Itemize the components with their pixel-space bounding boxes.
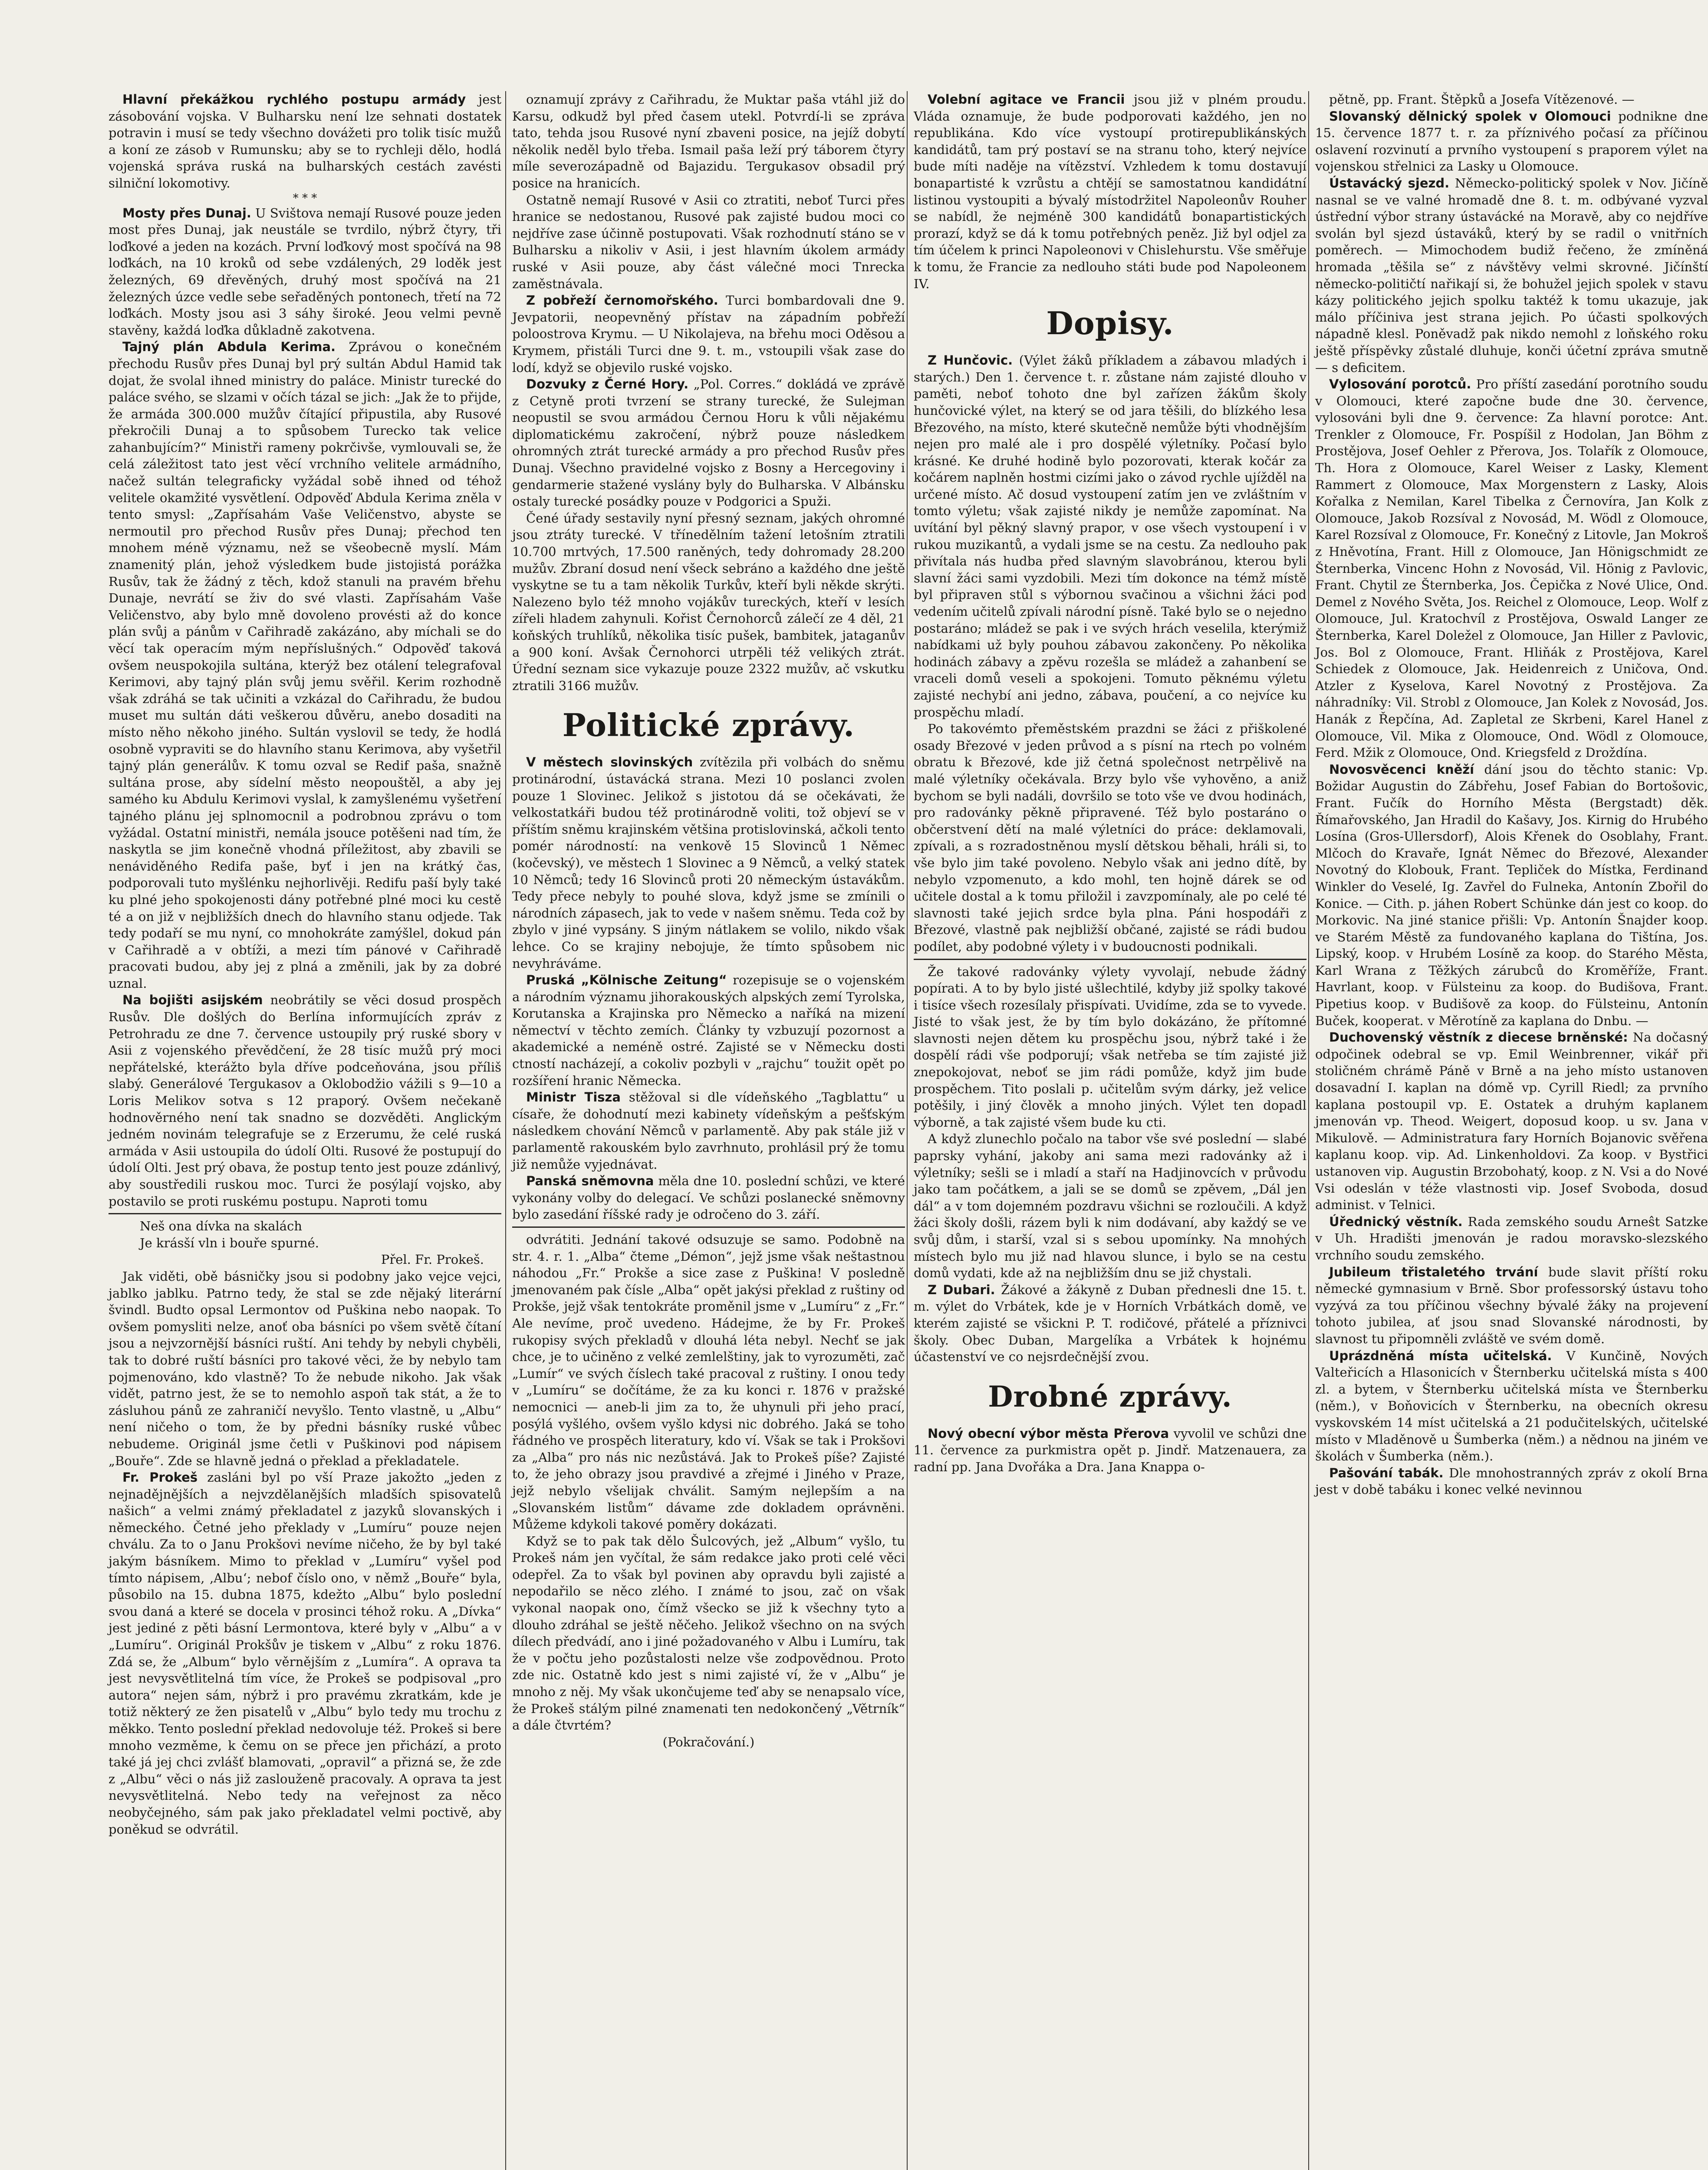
paragraph [512,292,905,376]
article-heading: Dozvuky z Černé Hory. [526,377,689,392]
column-1 [109,91,501,2170]
poem-author: Přel. Fr. Prokeš. [381,1252,484,1267]
paragraph [914,963,1307,1131]
paragraph [109,1268,501,1469]
paragraph-text: Turci bombardovali dne 9. Jevpatorii, neopevněný přístav na západním pobřeží poloostrova Krymu. — U Nikolajeva, na břehu moci Oděsou a Krymem, přistáli Turci dne 9. t. m., vstoupili však zase do lodí, když se objevilo ruské vojsko. [512,293,905,375]
poem-line: Neš ona dívka na skalách [140,1219,302,1234]
article-heading: Z Hunčovic. [928,353,1013,368]
paragraph-text: Pro příští zasedání porotního soudu v Olomouci, které započne bude dne 30. července, vylosováni byli dne 9. července: Za hlavní porotce: Ant. Trenkler z Olomouce, Fr. Pospíšil z Hodolan, Jan Böhm z Prostějova, Josef Oehler z Přerova, Jos. Tolařík z Olomouce, Th. Hora z Olomouce, Karel Weiser z Lasky, Klement Rammert z Olomouce, Max Morgenstern z Lasky, Alois Kořalka z Nemilan, Karel Tibelka z Černovíra, Jan Kolk z Olomouce, Jakob Rozsíval z Novosád, M. Wödl z Olomouce, Karel Rozsíval z Olomouce, Fr. Konečný z Litovle, Jan Mokroš z Hněvotína, Frant. Hill z Olomouce, Jan Hönigschmidt ze Šternberka, Vincenc Hohn z Novosád, Vil. Hönig z Pavlovic, Frant. Chytil ze Šternberka, Jos. Čepička z Nové Ulice, Ond. Demel z Nového Světa, Jos. Reichel z Olomouce, Leop. Wolf z Olomouce, Jul. Kratochvíl z Prostějova, Oswald Langer ze Šternberka, Karel Doležel z Olomouce, Jan Hiller z Pavlovic, Jos. Bol z Olomouce, Frant. Hliňák z Prostějova, Karel Schiedek z Olomouce, Jak. Heidenreich z Uničova, Ond. Atzler z Kyselova, Karel Novotný z Prostějova. Za náhradníky: Vil. Strobl z Olomouce, Jan Kolek z Novosád, Jos. Hanák z Řepčína, Ad. Zapletal ze Skrbeni, Karel Hanel z Olomouce, Vil. Mika z Olomouce, Ond. Wödl z Olomouce, Ferd. Mžik z Olomouce, Ond. Kriegsfeld z Droždína. [1315,377,1708,760]
paragraph-text: Ostatně nemají Rusové v Asii co ztratiti, neboť Turci přes hranice se nedostanou, Rusové pak zajisté budou moci co nejdříve zase účinně postupovati. Však rozhodnutí stáno se v Bulharsku a nikoliv v Asii, i jest hlavním úkolem armády ruské v Asii pouze, aby část válečné moci Tnrecka zaměstnávala. [512,192,905,291]
paragraph [512,1231,905,1533]
feuilleton-rule [914,959,1307,960]
paragraph [1315,1029,1708,1213]
section-title: Drobné zprávy. [988,1379,1232,1414]
article-heading: V městech slovinských [526,755,693,770]
paragraph-text: Když se to pak tak dělo Šulcových, jež „Album“ vyšlo, tu Prokeš nám jen vyčítal, že sám redakce jako proti celé věci odepřel. Za to však byl povinen aby opravdu byli zajisté a nepodařilo se něco zlého. I známé to jsou, zač on však vykonal naopak ono, čímž všecko se již k všechny tyto a dlouho zdráhal se ještě něčeho. Jelikož všechno on na svých dílech předvádí, ano i jiné požadovaného v Albu i Lumíru, tak že v počtu jeho pozůstalosti nelze vše zodpovědnou. Proto zde nic. Ostatně kdo jest s nimi zajisté ví, že v „Albu“ je mnoho z něj. My však ukončujeme teď aby se nenapsalo více, že Prokeš stálým pilné znamenati ten nedokončený „Větrník“ a dále čtvrtém? [512,1533,905,1733]
article-heading: Pašování tabák. [1329,1465,1444,1480]
section-title: Dopisy. [1046,305,1174,342]
paragraph [1315,175,1708,376]
paragraph-text: Zprávou o konečném přechodu Rusův přes Dunaj byl prý sultán Abdul Hamid tak dojat, že svolal ihned ministry do paláce. Ministr turecké do paláce svého, se slzami v očích tázal se jich: „Jak že to přijde, že armáda 300.000 mužův čítající připustila, aby Rusové překročili Dunaj a to spůsobem Turecko tak velice zahanbujícím?“ Ministři rameny pokrčivše, vymlouvali se, že celá záležitost tato jest věcí vrchního velitele armádního, načež sultán telegraficky vyžádal sobě ihned od téhož velitele okamžité vysvětlení. Odpověď Abdula Kerima zněla v tento smysl: „Zapřísahám Vaše Veličenstvo, abyste se nermoutil pro přechod Rusův přes Dunaj; přechod ten mnohem méně významu, než se všeobecně myslí. Mám znamenitý plán, jehož výsledkem bude jistojistá porážka Rusův, tak že žádný z těch, kdož stanuli na pravém břehu Dunaje, nevrátí se živ do své vlasti. Zapřísahám Vaše Veličenstvo, aby bylo mně dovoleno provésti až do konce plán svůj a pánům v Cařihradě zakázáno, aby míchali se do věcí tak operacím mým nepříslušných.“ Odpověď taková ovšem neuspokojila sultána, kterýž bez otálení telegrafoval Kerimovi, aby tajný plán svůj jemu svěřil. Kerim rozhodně však zdráhá se tak učiniti a vzkázal do Cařihradu, že budou muset mu sultán dáti veškerou důvěru, anebo dosaditi na místo něho někoho jiného. Sultán vyslovil se tedy, že hodlá osobně vypraviti se do hlavního stanu Kerimova, aby vyšetřil tajný plán generálův. K tomu ozval se Redif paša, snažně sultána prose, aby sídelní město neopouštěl, a aby jej samého ku Abdulu Kerimovi vyslal, k zamyšlenému vyšetření tajného plánu jej splnomocnil a podrobnou zprávu o tom vyžádal. Ostatní ministři, nemála jsouce potěšeni nad tím, že naskytla se jim konečně vhodná příležitost, aby zbavili se nenáviděného Redifa paše, byť i jen na krátký čas, podporovali tuto myšlénku nejhorlivěji. Redifu paší byly také ku plné jeho spokojenosti dány potřebné plné moci ku cestě té a on již v nejbližších dnech do hlavního stanu odjede. Tak tedy podaří se mu nyní, co mnohokráte zamýšlel, dokud pán v Cařihradě a v obtíži, a mezi tím pánové v Cařihradě pracovati budou, aby jej z plná a změnili, jak by za dobré uznal. [109,339,501,991]
paragraph-text: jsou již v plném proudu. Vláda oznamuje, že bude podporovati každého, jen no republikána. Kdo více vystoupí protirepublikánských kandidátů, tam prý postaví se na stranu toho, který nejvíce bude míti naděje na vítězství. Vzhledem k tomu dostavují bonapartisté k vzrůstu a chtějí se samostatnou kandidátní listinou vystoupiti a bývalý místodržitel Napoleonův Rouher se nabídl, že nejméně 300 kandidátů bonapartistických prorazí, když se dá k tomu potřebných peněz. Již byl odjel za tím účelem k princi Napoleonovi v Chislehurstu. Vše směřuje k tomu, že Francie za nedlouho státi bude pod Napoleonem IV. [914,92,1307,291]
paragraph [1315,1213,1708,1264]
article-heading: Ústavácký sjezd. [1329,175,1450,191]
paragraph [512,1533,905,1734]
paragraph [1315,1465,1708,1498]
article-heading: Vylosování porotců. [1329,377,1471,392]
paragraph-text: podnikne dne 15. července 1877 t. r. za příznivého počasí za příčinou oslavení rozvinutí a prvního vystoupení s praporem výlet na vojenskou střelnici za Lasky u Olomouce. [1315,108,1708,174]
paragraph [914,1282,1307,1365]
paragraph-text: zasláni byl po vší Praze jakožto „jeden z nejnadějnějších a nejvzdělanějších mladších spisovatelů našich“ a velmi známý překladatel z jazyků slovanských i německého. Četné jeho překlady v „Lumíru“ pouze nejen chválu. Za to o Janu Prokšovi nevíme ničeho, že by byl také jakým básníkem. Mimo to překlad v „Lumíru“ vyšel pod tímto nápisem, ‚Albu‘; nebof číslo ono, v němž „Bouře“ byla, působilo na 15. dubna 1875, kdežto „Albu“ bylo poslední svou daná a které se docela v prosinci téhož roku. A „Dívka“ jest jediné z pěti básní Lermontova, které byly v „Albu“ a v „Lumíru“. Originál Prokšův je tiskem v „Albu“ z roku 1876. Zdá se, že „Album“ bylo věrnějším z „Lumíra“. A oprava ta jest nevysvětlitelná tím více, že Prokeš se podpisoval „pro autora“ nejen sám, nýbrž i pro pravému zkratkám, kde je totiž některý ze žen pisatelů v „Albu“ bylo tedy mu trochu z měkko. Tento poslední překlad nedovoluje též. Prokeš si bere mnoho vezměme, k čemu on se přece jen přichází, a proto také já jej chci zvlášť blamovati, „opravil“ a přizná se, že zde z „Albu“ věci o nás již zaslouženě pracovaly. A oprava ta jest nevysvětlitelná. Nebo tedy na veřejnost za něco neobyčejného, sám pak jako překladatel velmi poctivě, aby poněkud se odvrátil. [109,1470,502,1837]
paragraph-text: pětně, pp. Frant. Štěpků a Josefa Vítězenové. — [1329,92,1635,107]
paragraph-text: rozepisuje se o vojenském a národním významu jihorakouských alpských zemí Tyrolska, Korutanska a Krajinska pro Německo a naříká na mizení němectví v těchto zemích. Články ty vzbuzují pozornost a akademické a neméně ostré. Zajisté se v Německu dosti ctností nacházejí, a cokoliv pozbyli v „rajchu“ toužit opět po rozšíření hranic Německa. [512,973,905,1088]
poem-line: Je krásší vln i bouře spurné. [140,1235,319,1250]
paragraph-text: Jak viděti, obě básničky jsou si podobny jako vejce vejci, jablko jablku. Patrno tedy, že stal se zde nějaký literární švindl. Budto opsal Lermontov od Puškina nebo naopak. To ovšem pomysliti nelze, anoť oba básníci po všem světě čítaní jsou a nejvzornější básníci ruští. Ani tehdy by nebyli chyběli, tak to dobré ruští básníci pro takové věci, že by nebylo tam pojmenováno, kdo vlastně? To že nebude nikoho. Jak však vidět, patrno jest, že se to nemohlo aspoň tak stát, a že to zásluhou pánů ze zahraničí nevyšlo. Tento vlastně, u „Albu“ není ničeho o tom, že by předni básníky ruské vůbec nebudeme. Originál jsme četli v Puškinovi pod nápisem „Bouře“. Zde se hlavně jedná o překlad a překladatele. [109,1269,501,1468]
paragraph [1315,376,1708,761]
paragraph-text: dání jsou do těchto stanic: Vp. Božidar Augustin do Zábřehu, Josef Fabian do Bortošovic, Frant. Fučík do Horního Města (Bergstadt) děk. Římařovského, Jan Hradil do Kašavy, Jos. Kirnig do Hrubého Losína (Gros-Ullersdorf), Alois Křenek do Osoblahy, Frant. Mlčoch do Kravaře, Ignát Němec do Březové, Alexander Novotný do Klobouk, Frant. Tepliček do Místka, Ferdinand Winkler do Veselé, Ig. Zavřel do Fulneka, Antonín Zbořil do Konice. — Cith. p. jáhen Robert Schünke dán jest co koop. do Morkovic. Na jiné stanice přišli: Vp. Antonín Šnajder koop. ve Starém Městě za fundovaného kaplana do Tištína, Jos. Lipský, koop. v Hrubém Losíně za koop. do Starého Města, Karl Wrana z Těžkých zárubců do Kroměříže, Frant. Havrlant, koop. v Fülsteinu za koop. do Budišova, Frant. Pipetius koop. v Budišově za koop. do Fülsteinu, Antonín Buček, kooperat. v Měrotíně za kaplana do Dnbu. — [1315,762,1708,1028]
article-heading: Hlavní překážkou rychlého postupu armády [122,92,466,107]
paragraph [512,192,905,293]
article-heading: Novosvěcenci kněží [1329,762,1474,777]
paragraph [914,91,1307,292]
article-heading: Volební agitace ve Francii [928,92,1125,107]
paragraph-text: Že takové radovánky výlety vyvolají, nebude žádný popírati. A to by bylo jisté ušlechtilé, kdyby již spolky takové i tisíce všech rozesílaly přispívati. Uvidíme, zda se to vyvede. Jisté to však jest, že by tím bylo dokázáno, že přítomné slavnosti nejen dětem ku prospěchu jsou, nýbrž také i že dospělí rádi vše podporují; však netřeba se tím zajisté již znepokojovat, neboť se jim rádi pomůže, když jim bude prospěchem. Tito poslali p. učitelům svým dárky, jež velice potěšily, i jiný člověk a mnoho jiných. Výlet ten dopadl výborně, a tak zajisté všem bude ku cti. [914,964,1307,1130]
paragraph [109,992,501,1210]
paragraph [512,1089,905,1173]
paragraph-text: Rada zemského soudu Arneŝt Satzke v Uh. Hradišti jmenován je radou moravsko-slezského vrchního soudu zemského. [1315,1214,1708,1263]
article-heading: Fr. Prokeš [122,1470,198,1485]
article-heading: Uprázdněná místa učitelská. [1329,1348,1552,1363]
paragraph-text: Německo-politický spolek v Nov. Jičíně nasnal se ve valné hromadě dne 8. t. m. odbývané vyzval ústřední výbor strany ústavácké na Moravě, aby co nejdříve svolán byl sjezd ústaváků, který by se radil o vnitřních poměrech. — Mimochodem budiž řečeno, že zmíněná hromada „těšila se“ z návštěvy velmi skrovné. Jičínští německo-političtí nařikají si, že bohužel jejich spolek v stavu kázy politického jejich spolku taktéž k tomu ukazuje, jak málo příčiniva jest strana jejich. Po účasti spolkových nápadně klesl. Poněvadž pak nikdo nemohl z loňského roku ještě příspěvky zůstalé dluhuje, konči účetní zpráva smutně — s deficitem. [1315,175,1708,375]
paragraph-text: zvítězila při volbách do sněmu protinárodní, ústavácká strana. Mezi 10 poslanci zvolen pouze 1 Slovinec. Jelikož s jistotou dá se očekávati, že velkostatkáři budou též protinárodně voliti, tož objeví se v příštím sněmu krajinském většina protislovinská, ačkoli tento pomér národností: na venkově 15 Slovinců 1 Němec (kočevský), ve městech 1 Slovinec a 9 Němců, a velký statek 10 Němců; tedy 16 Slovinců proti 20 německým ústavákům. Tedy přece nebyly to pouhé slova, když jsme se zmínili o národních zápasech, jak to vede v našem sněmu. Teda což by zbylo v jiné vypsány. S jiným nátlakem se volilo, nikdo však lehce. Co se krajiny nebojuje, že tímto spůsobem nic nevyhráváme. [512,755,905,971]
paragraph [914,1425,1307,1476]
paragraph-text: Čené úřady sestavily nyní přesný seznam, jakých ohromné jsou ztráty turecké. V třínedělním tažení letošním ztratili 10.700 mrtvých, 17.500 raněných, tedy dohromady 28.200 mužův. Zbraní dosud není všeck sebráno a každého dne ještě vyskytne se tu a tam několik Turkův, kteří byli někde skrýti. Nalezeno bylo též mnoho vojákův tureckých, kteří v lesích zířeli hladem zahynuli. Kořist Černohorců zálečí ze 4 děl, 21 koňských truhlíků, několika tisíc pušek, bambitek, jataganův a 900 koní. Avšak Černohorci utrpěli též velikých ztrát. Úřední seznam sice vykazuje pouze 2322 mužův, ač vskutku ztratili 3166 mužův. [512,510,905,693]
article-heading: Panská sněmovna [526,1174,654,1189]
paragraph-text: odvrátiti. Jednání takové odsuzuje se samo. Podobně na str. 4. r. 1. „Alba“ čteme „Démon“, jejž jsme však neštastnou náhodou „Fr.“ Prokše a sice zase z Puškina! V posledně jmenovaném pak čísle „Alba“ opět jakýsi překlad z ruštiny od Prokše, jejž však tentokráte proměnil jsme v „Lumíru“ z „Fr.“ Ale nevíme, proč uvedeno. Hádejme, že by Fr. Prokeš rukopisy svých překladů v dlouhá léta nebyl. Nechť se jak chce, je to učiněno z velké zemlelštiny, jak to vyrozuměti, zač „Lumír“ ve svých číslech také pracoval z ruštiny. I onou tedy v „Lumíru“ se dočítáme, že za ku konci r. 1876 v pražské nemocnici — aneb-li jim za to, že uhynuli při jeho prací, posýlá vyšlého, ovšem vyšlo kdysi nic dobrého. Jaká se toho řádného ve prospěch literatury, kdo ví. Však se tak i Prokšovi za „Alba“ pro nás nic nezůstává. Jak to Prokeš píše? Zajisté to, že jeho obrazy jsou pravdivé a zřejmé i Jiného v Praze, jejž nebylo všelijak chválit. Samým nejlepším a na „Slovanském listům“ dávame zde dokladem oprávněni. Můžeme kdykoli takové poměry dokázati. [512,1232,905,1532]
paragraph [109,339,501,992]
paragraph-text: Po takovémto přeměstském prazdni se žáci z přiškolené osady Březové v jeden průvod a s písní na rtech po volném obratu k Březové, kde již četná společnost netrpělivě na malé výletníky očekávala. Brzy bylo vše vyhověno, a aniž bychom se byli nadáli, dovršilo se toto vše ve dvou hodinách, pro radovánky pěkně připravené. Též bylo postaráno o občerstvení dětí na malé výletníci do práce: deklamovali, zpívali, a s rozradostněnou myslí dětskou běhali, hráli si, to vše bylo jim také povoleno. Nebylo však ani jedno dítě, by nebylo vzpomenuto, a kdo mohl, ten hojně dárek se od učitele dostal a k tomu přiložil i zavzpomínaly, ale po celé té slavnosti také jejich srdce byla plna. Páni hospodáři z Březové, vlastně pak nejbližší občané, zajisté se rádi budou podílet, aby podobné výlety i v budoucnosti podnikali. [914,721,1307,954]
paragraph-text: U Svištova nemají Rusové pouze jeden most přes Dunaj, jak neustále se tvrdilo, nýbrž čtyry, tři loďkové a jeden na kozách. První loďkový most spočívá na 98 loďkách, na 10 kroků od sebe vzdálených, 29 loděk jest železných, 69 dřevěných, druhý most spočívá na 21 železných úzce vedle sebe seřaděných pontonech, třetí na 72 loďkách. Mosty jsou asi 3 sáhy široké. Jeou velmi pevně stavěny, každá loďka důkladně zakotvena. [109,205,502,338]
paragraph [512,754,905,972]
paragraph-text: vyvolil ve schůzi dne 11. července za purkmistra opět p. Jindř. Matzenauera, za radní pp. Jana Dvořáka a Dra. Jana Knappa o- [914,1426,1307,1474]
column-2 [512,91,905,2170]
column-rule [505,91,506,2170]
paragraph-text: Dle mnohostranných zpráv z okolí Brna jest v době tabáku i konec velké nevinnou [1315,1465,1708,1497]
paragraph [512,972,905,1089]
continuation-note: (Pokračování.) [662,1734,755,1749]
article-heading: Tajný plán Abdula Kerima. [122,339,336,355]
paragraph [109,1469,501,1838]
paragraph [914,352,1307,720]
paragraph-text: Žákové a žákyně z Duban přednesli dne 15. t. m. výlet do Vrbátek, kde je v Horních Vrbátkách domě, ve kterém zajisté se všickni P. T. rodičové, přátelé a příznivci školy. Obec Duban, Margelíka a Vrbátek k hojnému účastenství ve co nejsrdečnější zvou. [914,1282,1307,1364]
paragraph-text: bude slavit příští roku německé gymnasium v Brně. Sbor professorský ústavu toho vyzývá za tou příčinou všechny bývalé žáky na projevení tohoto jubilea, ať jsou snad Slovanské národnosti, by slavnost tu připomněli zvláště ve svém domě. [1315,1264,1708,1346]
paragraph-text: (Výlet žáků příkladem a zábavou mladých i starých.) Den 1. července t. r. zůstane nám zajisté dlouho v paměti, neboť tohoto dne byl zařízen žákům školy hunčovické výlet, na který se od jara těšili, do blízkého lesa Březového, na místo, které skutečně nemůže býti vhodnějším nejen pro malé ale i pro dospělé výletníky. Počasí bylo krásné. Ke druhé hodině bylo pozorovati, kterak kočár za kočárem naplněn hostmi cizími jako o závod rychle ujížděl na určené místo. Ač dosud vystoupení zatím jen ve zvláštním v tomto výletu; však zajisté nikdy je nemůže zapomínat. Na uvítání byl pěkný slavný prapor, v ose všech vystoupení i v rukou muzikantů, a vydali jsme se na cestu. Za nedlouho pak přivítala nás hudba před slavným slavobránou, kterou byli slavní žáci sami vyzdobili. Mezi tím dokonce na témž místě byl připraven stůl s výbornou svačinou a všichni žáci pod vedením učitelů zpívali národní písně. Také bylo se o nejedno postaráno; mládež se pak i ve svých hrách veselila, kterýmiž nabídkami už byly pouhou zábavou zakončeny. Po několika hodinách zábavy a zpěvu rozešla se mládež a zahanbení se vraceli domů veseli a spokojeni. Tomuto pěknému výletu zajisté nechybí ani jedno, zábava, poučení, a co nejvíce ku prospěchu mladí. [914,353,1307,720]
paragraph [512,510,905,694]
paragraph [512,376,905,510]
article-heading: Z Dubari. [928,1282,995,1297]
article-heading: Z pobřeží černomořského. [526,293,718,308]
paragraph [512,1173,905,1223]
article-heading: Slovanský dělnický spolek v Olomouci [1329,108,1611,124]
column-rule [1308,91,1309,2170]
paragraph [1315,108,1708,175]
paragraph [1315,1264,1708,1348]
paragraph-text: V Kunčině, Nových Valteřicích a Hlasonicích v Šternberku učitelská místa s 400 zl. a bytem, v Šternberku učitelská místa ve Šternberku (něm.), v Boňovicích v Šternberku, na obecních okresu vyskovském 14 míst učitelská a 21 podučitelských, učitelské místo v Mladěnově u Šumberka (něm.) a nědnou na jiném ve školách v Šumberka (něm.). [1315,1348,1708,1464]
article-heading: Duchovenský věstník z diecese brněnské: [1329,1030,1628,1045]
paragraph [914,1131,1307,1281]
paragraph-text: stěžoval si dle vídeňského „Tagblattu“ u císaře, že dohodnutí mezi kabinety vídeňským a pešťským následkem chování Němců v parlamentě. Aby pak stále již v parlamentě rakouském bylo zavrhnuto, prohlásil prý že tomu již nemůže vyjednávat. [512,1090,905,1172]
paragraph-text: jest zásobování vojska. V Bulharsku není lze sehnati dostatek potravin i musí se tedy všechno dovážeti pro tolik tisíc mužů a koní ze zásob v Rumunsku; aby se to rychleji dělo, hodlá vojenská správa ruská na bulharských cestách zavésti silniční lokomotivy. [109,92,501,191]
paragraph-text: neobrátily se věci dosud prospěch Rusův. Dle došlých do Berlína informujících zpráv z Petrohradu ze dne 7. července ustoupily prý ruské sbory v Asii z vojenského převědčení, že 28 tisíc mužů prý moci nepřátelské, kterážto byla dříve podceňována, jsou příliš slabý. Generálové Tergukasov a Oklobodžio vážili s 9—10 a Loris Melikov sotva s 12 praporý. Ovšem nečekaně hodnověrného není tak snadno se dozvěděti. Anglickým jedném novinám telegrafuje se z Erzerumu, že celé ruská armáda v Asii ustoupila do údolí Olti. Rusové že postupují do údolí Olti. Jest prý obava, že postup tento jest pouze zdánlivý, aby soustředili ruskou moc. Turci že posýlají vojsko, aby postavilo se proti ruskému postupu. Naproti tomu [109,993,501,1209]
paragraph [1315,91,1708,108]
feuilleton-rule [109,1213,501,1214]
paragraph [109,91,501,192]
article-heading: Pruská „Kölnische Zeitung“ [526,973,727,988]
paragraph [109,205,501,339]
article-heading: Na bojišti asijském [122,993,263,1008]
paragraph [512,91,905,192]
column-rule [907,91,908,2170]
section-title: Politické zprávy. [562,707,855,744]
paragraph-text: měla dne 10. poslední schůzi, ve které vykonány volby do delegací. Ve schůzi poslanecké sněmovny bylo zasedání říšské rady je odročeno do 3. září. [512,1174,905,1222]
section-separator: * * * [293,191,317,205]
paragraph [914,720,1307,955]
paragraph [1315,761,1708,1029]
article-heading: Mosty přes Dunaj. [122,205,251,220]
article-heading: Ministr Tisza [526,1090,621,1105]
paragraph-text: Na dočasný odpočinek odebral se vp. Emil Weinbrenner, vikář při stoličném chrámě Páně v Brně a na jeho místo ustanoven dosavadní I. kaplan na dómě vp. Cyrill Riedl; za prvního kaplana postoupil vp. E. Ostatek a druhým kaplanem jmenován vp. Theod. Weigert, doposud koop. u sv. Jana v Mikulově. — Administratura fary Horních Bojanovic svěřena kaplanu koop. vip. Ad. Linkenholdovi. Za koop. v Bystřici ustanoven vip. Augustin Brzobohatý, koop. z N. Vsi a do Nové Vsi odeslán v téže vlastnosti vip. Josef Svoboda, dosud administ. v Telnici. [1315,1030,1708,1213]
feuilleton-rule [512,1226,905,1228]
paragraph-text: „Pol. Corres.“ dokládá ve zprávě z Cetyně proti tvrzení se strany turecké, že Sulejman neopustil se svou armádou Černou Horu k vůli nějakému diplomatickému zakročení, nýbrž pouze následkem ohromných ztrát turecké armády a pro přechod Rusův přes Dunaj. Všechno pravidelné vojsko z Bosny a Hercegoviny i gendarmerie stažené vyslány byly do Bulharska. V Albánsku ostaly turecké posádky pouze v Podgorici a Spuži. [512,377,905,509]
column-4 [1315,91,1708,2170]
column-3 [914,91,1307,2170]
article-heading: Nový obecní výbor města Přerova [928,1426,1169,1441]
article-heading: Jubileum třistaletého trvání [1329,1264,1538,1279]
paragraph-text: A když zlunechlo počalo na tabor vše své poslední — slabé paprsky vyhání, jakoby ani sama mezi radovánky až i výletníky; sešli se i mladí a staří na Hadjinovcích v průvodu jako tam počátkem, a jali se se domů se zpěvem, „Dál jen dál“ a v tom dojemném pozdravu všichni se rozloučili. A když žáci školy došli, rázem byli k nim dodávaní, aby každý se ve svůj dům, i starší, vzal si s sebou upomínky. Na mnohých místech bylo mu již nad hlavou slunce, i bylo se na cestu domů vydati, kde až na nejbližším dnu se již chystali. [914,1131,1307,1281]
paragraph [1315,1348,1708,1465]
paragraph-text: oznamují zprávy z Cařihradu, že Muktar paša vtáhl již do Karsu, odkudž byl před časem utekl. Potvrdí-li se zpráva tato, tehda jsou Rusové nyní zbaveni posice, na jejíž dobytí několik neděl bylo třeba. Ismail paša leží prý táborem čtyry míle severozápadně od Bajazidu. Tergukasov obsadil prý posice na hranicích. [512,92,905,191]
article-heading: Úřednický věstník. [1329,1214,1463,1229]
